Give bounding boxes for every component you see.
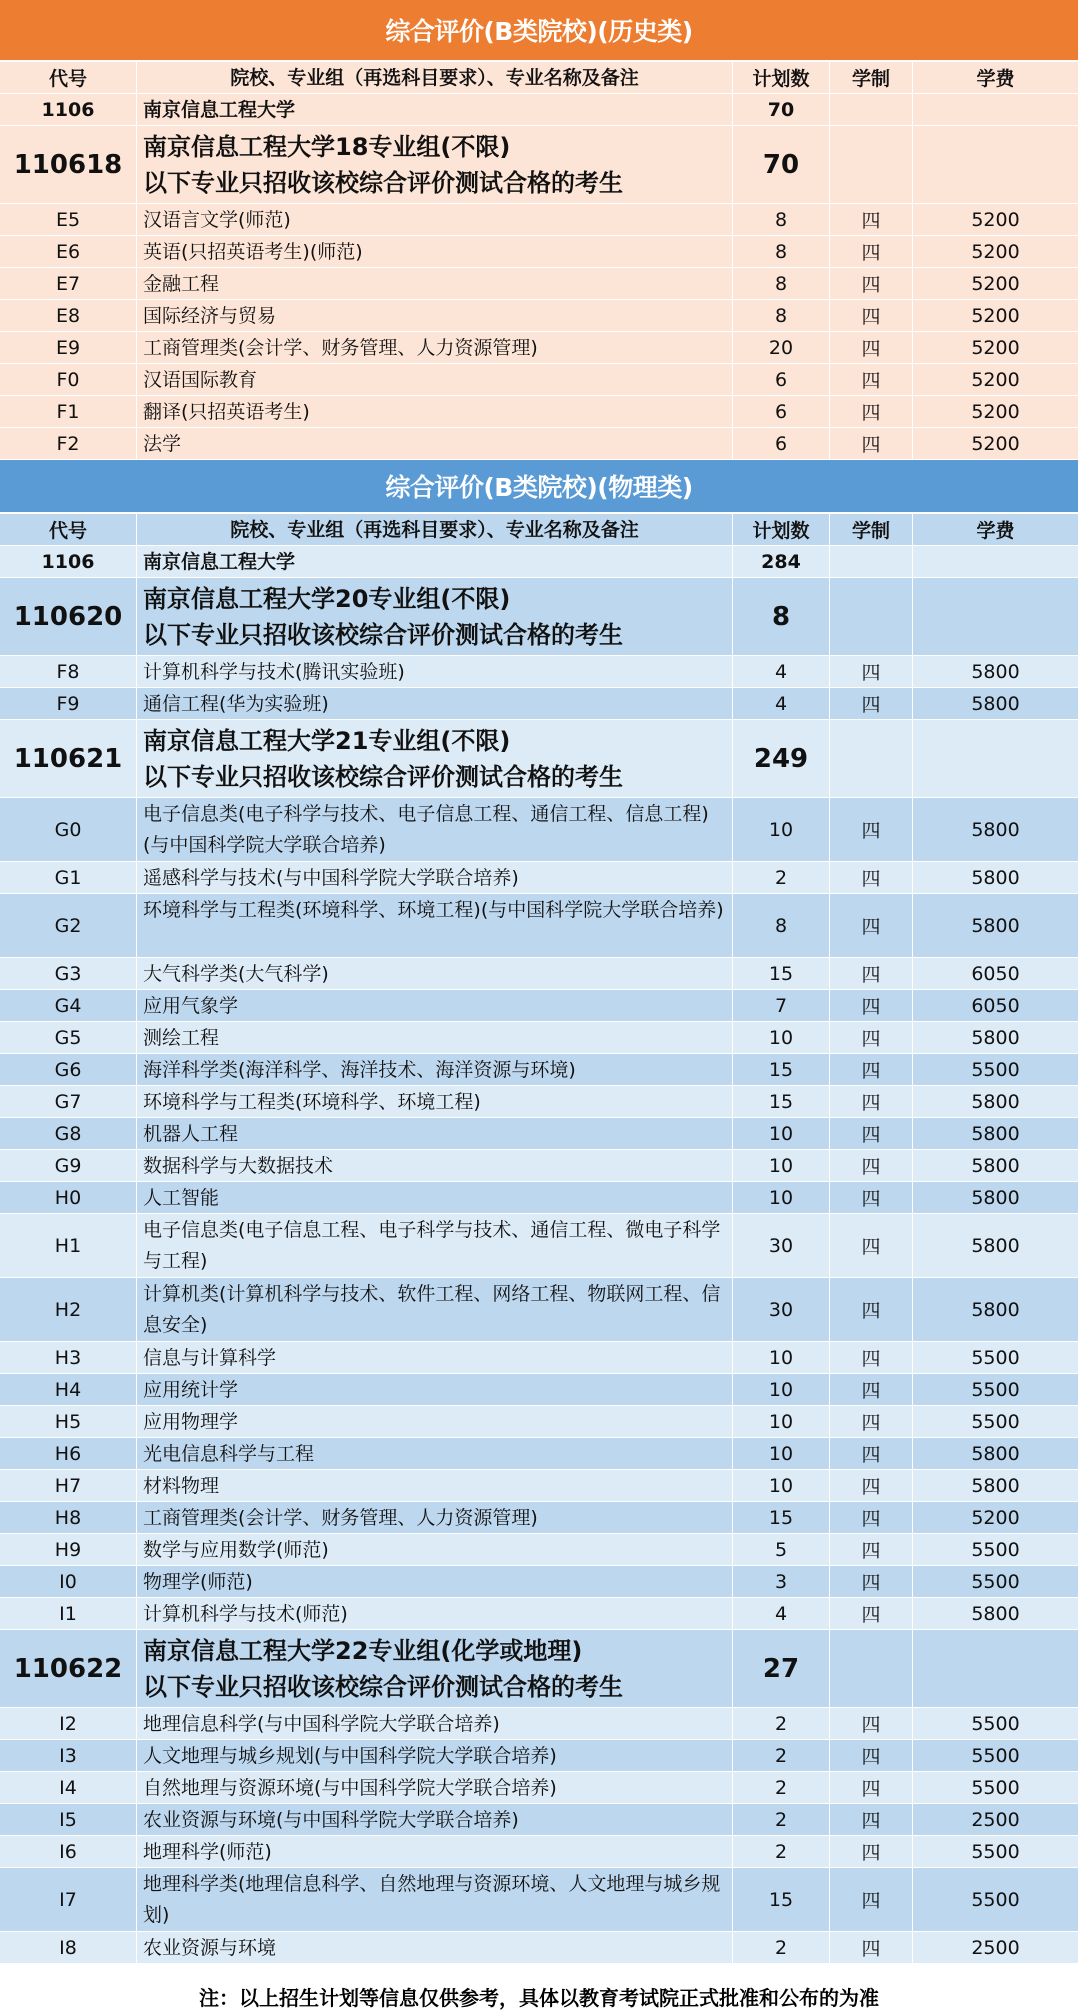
- major-plan: 5: [733, 1534, 830, 1565]
- column-header-plan: 计划数: [733, 62, 830, 93]
- major-plan: 10: [733, 1374, 830, 1405]
- major-plan: 15: [733, 1868, 830, 1931]
- major-name: 数据科学与大数据技术: [137, 1150, 733, 1181]
- group-code: 110620: [0, 578, 137, 655]
- major-row: [0, 1022, 1078, 1054]
- major-fee: 5800: [971, 914, 1020, 937]
- column-header-name: 院校、专业组（再选科目要求）、专业名称及备注: [137, 514, 733, 545]
- major-years: 四: [830, 1086, 913, 1117]
- major-row: [0, 1502, 1078, 1534]
- major-years: 四: [830, 428, 913, 459]
- major-plan: 10: [733, 1438, 830, 1469]
- major-plan: 15: [733, 1086, 830, 1117]
- major-name: 工商管理类(会计学、财务管理、人力资源管理): [137, 332, 733, 363]
- major-years: 四: [830, 1836, 913, 1867]
- major-code: H4: [0, 1374, 137, 1405]
- major-row: [0, 236, 1078, 268]
- group-code: 110621: [0, 720, 137, 797]
- history-section-title: 综合评价(B类院校)(历史类): [0, 0, 1078, 62]
- major-years: 四: [830, 1438, 913, 1469]
- major-row: [0, 894, 1078, 958]
- major-code: G6: [0, 1054, 137, 1085]
- group-years: [830, 578, 913, 655]
- major-row: [0, 268, 1078, 300]
- major-name: 农业资源与环境(与中国科学院大学联合培养): [137, 1804, 733, 1835]
- major-plan: 4: [733, 1598, 830, 1629]
- major-row: [0, 300, 1078, 332]
- major-row: [0, 1054, 1078, 1086]
- major-plan: 2: [733, 1836, 830, 1867]
- school-fee: [913, 546, 1078, 577]
- major-fee: 5800: [971, 818, 1020, 841]
- major-plan: 10: [733, 1022, 830, 1053]
- major-plan: 8: [733, 236, 830, 267]
- major-group-row: [0, 1630, 1078, 1708]
- major-code: G2: [0, 894, 137, 957]
- major-years: 四: [830, 894, 913, 957]
- group-title: 南京信息工程大学22专业组(化学或地理): [143, 1637, 583, 1665]
- major-code: H0: [0, 1182, 137, 1213]
- major-years: 四: [830, 332, 913, 363]
- major-plan: 10: [733, 1406, 830, 1437]
- major-fee: 5500: [971, 1744, 1020, 1767]
- major-row: [0, 1118, 1078, 1150]
- major-row: [0, 1438, 1078, 1470]
- major-code: F0: [0, 364, 137, 395]
- major-code: I4: [0, 1772, 137, 1803]
- major-row: [0, 1740, 1078, 1772]
- major-name: 机器人工程: [137, 1118, 733, 1149]
- major-name: 应用物理学: [137, 1406, 733, 1437]
- major-row: [0, 332, 1078, 364]
- group-requirement: 以下专业只招收该校综合评价测试合格的考生: [143, 1673, 623, 1701]
- major-plan: 4: [733, 688, 830, 719]
- major-years: 四: [830, 1932, 913, 1963]
- major-years: 四: [830, 204, 913, 235]
- column-header-years: 学制: [830, 514, 913, 545]
- major-years: 四: [830, 1022, 913, 1053]
- major-fee: 5200: [971, 432, 1020, 455]
- major-fee: 5800: [971, 1442, 1020, 1465]
- major-fee: 5200: [971, 240, 1020, 263]
- major-code: G5: [0, 1022, 137, 1053]
- major-name: 海洋科学类(海洋科学、海洋技术、海洋资源与环境): [137, 1054, 733, 1085]
- major-plan: 6: [733, 428, 830, 459]
- group-years: [830, 126, 913, 203]
- major-fee: 5200: [971, 208, 1020, 231]
- major-code: I7: [0, 1868, 137, 1931]
- major-name: 计算机科学与技术(师范): [137, 1598, 733, 1629]
- major-name: 地理科学类(地理信息科学、自然地理与资源环境、人文地理与城乡规划): [137, 1868, 733, 1931]
- major-code: I2: [0, 1708, 137, 1739]
- major-code: H6: [0, 1438, 137, 1469]
- major-plan: 10: [733, 1342, 830, 1373]
- history-section: [0, 0, 1078, 460]
- major-row: [0, 1836, 1078, 1868]
- major-row: [0, 1406, 1078, 1438]
- school-row: [0, 94, 1078, 126]
- major-row: [0, 688, 1078, 720]
- major-plan: 15: [733, 1054, 830, 1085]
- major-plan: 2: [733, 862, 830, 893]
- major-code: E9: [0, 332, 137, 363]
- major-fee: 5500: [971, 1888, 1020, 1911]
- major-name: 金融工程: [137, 268, 733, 299]
- major-code: I8: [0, 1932, 137, 1963]
- group-requirement: 以下专业只招收该校综合评价测试合格的考生: [143, 169, 623, 197]
- major-row: [0, 656, 1078, 688]
- major-name: 环境科学与工程类(环境科学、环境工程): [137, 1086, 733, 1117]
- major-years: 四: [830, 236, 913, 267]
- major-name: 信息与计算科学: [137, 1342, 733, 1373]
- major-row: [0, 1182, 1078, 1214]
- major-fee: 5800: [971, 1122, 1020, 1145]
- major-code: E6: [0, 236, 137, 267]
- major-row: [0, 862, 1078, 894]
- group-plan: 70: [733, 126, 830, 203]
- major-name: 大气科学类(大气科学): [137, 958, 733, 989]
- major-name: 人工智能: [137, 1182, 733, 1213]
- major-fee: 5500: [971, 1058, 1020, 1081]
- major-years: 四: [830, 300, 913, 331]
- major-plan: 8: [733, 268, 830, 299]
- major-row: [0, 1470, 1078, 1502]
- major-years: 四: [830, 688, 913, 719]
- major-row: [0, 1804, 1078, 1836]
- major-years: 四: [830, 1502, 913, 1533]
- major-group-row: [0, 578, 1078, 656]
- group-fee: [913, 720, 1078, 797]
- major-row: [0, 1772, 1078, 1804]
- major-row: [0, 1932, 1078, 1964]
- group-title: 南京信息工程大学21专业组(不限): [143, 727, 511, 755]
- major-fee: 5800: [971, 1090, 1020, 1113]
- major-name: 电子信息类(电子科学与技术、电子信息工程、通信工程、信息工程)(与中国科学院大学联合培养): [137, 798, 733, 861]
- major-code: H8: [0, 1502, 137, 1533]
- school-code: 1106: [0, 546, 137, 577]
- major-years: 四: [830, 268, 913, 299]
- school-fee: [913, 94, 1078, 125]
- major-plan: 30: [733, 1214, 830, 1277]
- major-fee: 5800: [971, 866, 1020, 889]
- school-years: [830, 94, 913, 125]
- major-fee: 5500: [971, 1378, 1020, 1401]
- major-years: 四: [830, 396, 913, 427]
- major-row: [0, 1374, 1078, 1406]
- school-name: 南京信息工程大学: [137, 94, 733, 125]
- major-plan: 10: [733, 1150, 830, 1181]
- major-name: 数学与应用数学(师范): [137, 1534, 733, 1565]
- physics-column-header-row: [0, 514, 1078, 546]
- major-code: I0: [0, 1566, 137, 1597]
- major-fee: 5500: [971, 1840, 1020, 1863]
- major-years: 四: [830, 1150, 913, 1181]
- major-fee: 6050: [971, 962, 1020, 985]
- major-row: [0, 1534, 1078, 1566]
- major-years: 四: [830, 1598, 913, 1629]
- major-name: 计算机科学与技术(腾讯实验班): [137, 656, 733, 687]
- major-fee: 6050: [971, 994, 1020, 1017]
- major-code: F2: [0, 428, 137, 459]
- group-name: [137, 126, 733, 203]
- group-title: 南京信息工程大学18专业组(不限): [143, 133, 511, 161]
- major-code: H7: [0, 1470, 137, 1501]
- major-plan: 4: [733, 656, 830, 687]
- column-header-plan: 计划数: [733, 514, 830, 545]
- major-name: 通信工程(华为实验班): [137, 688, 733, 719]
- major-name: 材料物理: [137, 1470, 733, 1501]
- major-row: [0, 396, 1078, 428]
- major-plan: 8: [733, 894, 830, 957]
- major-row: [0, 428, 1078, 460]
- major-name: 电子信息类(电子信息工程、电子科学与技术、通信工程、微电子科学与工程): [137, 1214, 733, 1277]
- major-code: I5: [0, 1804, 137, 1835]
- major-plan: 8: [733, 300, 830, 331]
- major-name: 物理学(师范): [137, 1566, 733, 1597]
- major-row: [0, 1566, 1078, 1598]
- major-years: 四: [830, 990, 913, 1021]
- major-code: H9: [0, 1534, 137, 1565]
- column-header-code: 代号: [0, 62, 137, 93]
- history-column-header-row: [0, 62, 1078, 94]
- major-row: [0, 364, 1078, 396]
- group-plan: 27: [733, 1630, 830, 1707]
- major-fee: 5800: [971, 692, 1020, 715]
- major-code: H2: [0, 1278, 137, 1341]
- major-years: 四: [830, 1470, 913, 1501]
- major-fee: 5200: [971, 400, 1020, 423]
- major-name: 翻译(只招英语考生): [137, 396, 733, 427]
- major-name: 地理信息科学(与中国科学院大学联合培养): [137, 1708, 733, 1739]
- major-fee: 2500: [971, 1936, 1020, 1959]
- major-fee: 5200: [971, 368, 1020, 391]
- major-code: I6: [0, 1836, 137, 1867]
- major-years: 四: [830, 1054, 913, 1085]
- major-fee: 5500: [971, 1346, 1020, 1369]
- column-header-code: 代号: [0, 514, 137, 545]
- major-fee: 5200: [971, 1506, 1020, 1529]
- school-plan: 70: [733, 94, 830, 125]
- major-fee: 5200: [971, 272, 1020, 295]
- major-name: 自然地理与资源环境(与中国科学院大学联合培养): [137, 1772, 733, 1803]
- major-row: [0, 1278, 1078, 1342]
- major-plan: 10: [733, 1182, 830, 1213]
- major-row: [0, 1150, 1078, 1182]
- major-years: 四: [830, 656, 913, 687]
- major-plan: 10: [733, 1118, 830, 1149]
- major-plan: 2: [733, 1740, 830, 1771]
- major-plan: 2: [733, 1804, 830, 1835]
- disclaimer-note: 注：以上招生计划等信息仅供参考，具体以教育考试院正式批准和公布的为准: [0, 1981, 1078, 2011]
- major-code: I1: [0, 1598, 137, 1629]
- major-fee: 5800: [971, 1026, 1020, 1049]
- group-requirement: 以下专业只招收该校综合评价测试合格的考生: [143, 763, 623, 791]
- major-plan: 10: [733, 1470, 830, 1501]
- major-code: F1: [0, 396, 137, 427]
- major-name: 英语(只招英语考生)(师范): [137, 236, 733, 267]
- major-code: G9: [0, 1150, 137, 1181]
- major-plan: 6: [733, 396, 830, 427]
- major-name: 测绘工程: [137, 1022, 733, 1053]
- major-name: 应用统计学: [137, 1374, 733, 1405]
- group-years: [830, 1630, 913, 1707]
- school-plan: 284: [733, 546, 830, 577]
- major-years: 四: [830, 1278, 913, 1341]
- major-name: 光电信息科学与工程: [137, 1438, 733, 1469]
- major-fee: 2500: [971, 1808, 1020, 1831]
- group-fee: [913, 578, 1078, 655]
- major-row: [0, 1708, 1078, 1740]
- major-code: E7: [0, 268, 137, 299]
- school-row: [0, 546, 1078, 578]
- physics-group-list: [0, 578, 1078, 1964]
- major-years: 四: [830, 1868, 913, 1931]
- major-row: [0, 1868, 1078, 1932]
- major-plan: 2: [733, 1708, 830, 1739]
- group-name: [137, 578, 733, 655]
- major-years: 四: [830, 1708, 913, 1739]
- major-plan: 15: [733, 958, 830, 989]
- major-years: 四: [830, 364, 913, 395]
- physics-section: [0, 460, 1078, 1964]
- major-years: 四: [830, 1534, 913, 1565]
- major-code: I3: [0, 1740, 137, 1771]
- major-code: H3: [0, 1342, 137, 1373]
- major-code: H1: [0, 1214, 137, 1277]
- major-code: G3: [0, 958, 137, 989]
- major-plan: 10: [733, 798, 830, 861]
- major-row: [0, 204, 1078, 236]
- major-fee: 5200: [971, 336, 1020, 359]
- major-row: [0, 1598, 1078, 1630]
- major-fee: 5800: [971, 1602, 1020, 1625]
- major-years: 四: [830, 1214, 913, 1277]
- major-years: 四: [830, 1374, 913, 1405]
- major-code: G0: [0, 798, 137, 861]
- school-name: 南京信息工程大学: [137, 546, 733, 577]
- major-years: 四: [830, 958, 913, 989]
- major-name: 遥感科学与技术(与中国科学院大学联合培养): [137, 862, 733, 893]
- group-plan: 249: [733, 720, 830, 797]
- major-years: 四: [830, 1406, 913, 1437]
- group-code: 110618: [0, 126, 137, 203]
- major-name: 农业资源与环境: [137, 1932, 733, 1963]
- major-name: 工商管理类(会计学、财务管理、人力资源管理): [137, 1502, 733, 1533]
- major-fee: 5800: [971, 1186, 1020, 1209]
- column-header-name: 院校、专业组（再选科目要求）、专业名称及备注: [137, 62, 733, 93]
- major-plan: 2: [733, 1772, 830, 1803]
- major-years: 四: [830, 1740, 913, 1771]
- group-code: 110622: [0, 1630, 137, 1707]
- major-years: 四: [830, 798, 913, 861]
- major-fee: 5500: [971, 1410, 1020, 1433]
- major-fee: 5500: [971, 1570, 1020, 1593]
- major-row: [0, 958, 1078, 990]
- school-years: [830, 546, 913, 577]
- column-header-fee: 学费: [976, 68, 1015, 90]
- group-years: [830, 720, 913, 797]
- major-plan: 7: [733, 990, 830, 1021]
- major-fee: 5800: [971, 1154, 1020, 1177]
- major-code: E8: [0, 300, 137, 331]
- group-fee: [913, 1630, 1078, 1707]
- major-years: 四: [830, 1566, 913, 1597]
- major-years: 四: [830, 1772, 913, 1803]
- major-row: [0, 1342, 1078, 1374]
- major-name: 国际经济与贸易: [137, 300, 733, 331]
- major-plan: 8: [733, 204, 830, 235]
- major-fee: 5800: [971, 1234, 1020, 1257]
- major-code: E5: [0, 204, 137, 235]
- major-code: H5: [0, 1406, 137, 1437]
- major-code: F9: [0, 688, 137, 719]
- group-requirement: 以下专业只招收该校综合评价测试合格的考生: [143, 621, 623, 649]
- major-years: 四: [830, 862, 913, 893]
- major-name: 汉语言文学(师范): [137, 204, 733, 235]
- column-header-years: 学制: [830, 62, 913, 93]
- major-name: 计算机类(计算机科学与技术、软件工程、网络工程、物联网工程、信息安全): [137, 1278, 733, 1341]
- major-plan: 6: [733, 364, 830, 395]
- major-plan: 3: [733, 1566, 830, 1597]
- major-fee: 5800: [971, 1474, 1020, 1497]
- major-name: 地理科学(师范): [137, 1836, 733, 1867]
- major-group-row: [0, 720, 1078, 798]
- group-name: [137, 1630, 733, 1707]
- major-row: [0, 1214, 1078, 1278]
- group-name: [137, 720, 733, 797]
- major-fee: 5800: [971, 660, 1020, 683]
- major-code: G7: [0, 1086, 137, 1117]
- major-fee: 5500: [971, 1538, 1020, 1561]
- major-fee: 5800: [971, 1298, 1020, 1321]
- major-name: 汉语国际教育: [137, 364, 733, 395]
- major-row: [0, 990, 1078, 1022]
- physics-section-title: 综合评价(B类院校)(物理类): [0, 460, 1078, 514]
- major-name: 应用气象学: [137, 990, 733, 1021]
- major-plan: 20: [733, 332, 830, 363]
- column-header-fee: 学费: [976, 520, 1015, 542]
- major-code: G4: [0, 990, 137, 1021]
- major-years: 四: [830, 1342, 913, 1373]
- major-code: G8: [0, 1118, 137, 1149]
- major-fee: 5200: [971, 304, 1020, 327]
- major-years: 四: [830, 1182, 913, 1213]
- major-plan: 15: [733, 1502, 830, 1533]
- major-row: [0, 1086, 1078, 1118]
- major-name: 人文地理与城乡规划(与中国科学院大学联合培养): [137, 1740, 733, 1771]
- major-plan: 30: [733, 1278, 830, 1341]
- major-plan: 2: [733, 1932, 830, 1963]
- major-fee: 5500: [971, 1712, 1020, 1735]
- major-code: F8: [0, 656, 137, 687]
- major-row: [0, 798, 1078, 862]
- major-code: G1: [0, 862, 137, 893]
- school-code: 1106: [0, 94, 137, 125]
- major-name: 环境科学与工程类(环境科学、环境工程)(与中国科学院大学联合培养): [137, 894, 733, 957]
- major-years: 四: [830, 1804, 913, 1835]
- major-group-row: [0, 126, 1078, 204]
- major-years: 四: [830, 1118, 913, 1149]
- major-name: 法学: [137, 428, 733, 459]
- group-plan: 8: [733, 578, 830, 655]
- group-title: 南京信息工程大学20专业组(不限): [143, 585, 511, 613]
- group-fee: [913, 126, 1078, 203]
- major-fee: 5500: [971, 1776, 1020, 1799]
- history-major-list: [0, 204, 1078, 460]
